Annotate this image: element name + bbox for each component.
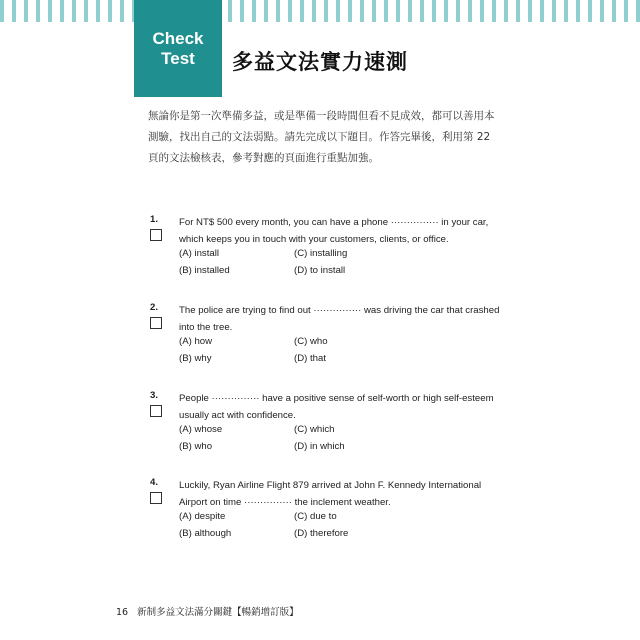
option-c[interactable]: (C) installing bbox=[294, 248, 348, 259]
answer-checkbox[interactable] bbox=[150, 229, 162, 241]
question-3 bbox=[150, 390, 510, 460]
option-d[interactable]: (D) that bbox=[294, 353, 326, 364]
check-test-badge bbox=[134, 0, 222, 97]
option-d[interactable]: (D) in which bbox=[294, 441, 345, 452]
option-c[interactable]: (C) due to bbox=[294, 511, 337, 522]
question-number: 3. bbox=[150, 390, 159, 401]
option-b[interactable]: (B) why bbox=[179, 353, 212, 364]
option-a[interactable]: (A) despite bbox=[179, 511, 226, 522]
question-number: 1. bbox=[150, 214, 159, 225]
badge-line-2: Test bbox=[161, 48, 195, 68]
question-text: For NT$ 500 every month, you can have a phone ··············· in your car, which keeps you in touch with your customers, clients, or office. bbox=[179, 217, 489, 245]
book-title: 新制多益文法滿分關鍵【暢銷增訂版】 bbox=[137, 607, 299, 618]
page-footer bbox=[116, 604, 299, 618]
page-number: 16 bbox=[116, 607, 129, 618]
options bbox=[179, 336, 439, 365]
option-c[interactable]: (C) which bbox=[294, 424, 335, 435]
options bbox=[179, 248, 439, 277]
header-stripes bbox=[0, 0, 640, 22]
badge-line-1: Check bbox=[152, 28, 204, 48]
option-a[interactable]: (A) install bbox=[179, 248, 219, 259]
answer-checkbox[interactable] bbox=[150, 317, 162, 329]
question-number: 4. bbox=[150, 477, 159, 488]
option-a[interactable]: (A) whose bbox=[179, 424, 223, 435]
answer-checkbox[interactable] bbox=[150, 405, 162, 417]
question-text: The police are trying to find out ··············· was driving the car that crashed into the tree. bbox=[179, 305, 500, 333]
question-number: 2. bbox=[150, 302, 159, 313]
question-2 bbox=[150, 302, 510, 372]
question-1 bbox=[150, 214, 510, 284]
question-text: People ··············· have a positive sense of self-worth or high self-esteem usually act with confidence. bbox=[179, 393, 494, 421]
page-title: 多益文法實力速測 bbox=[232, 50, 408, 74]
options bbox=[179, 511, 439, 540]
option-b[interactable]: (B) although bbox=[179, 528, 232, 539]
question-4 bbox=[150, 477, 510, 547]
option-d[interactable]: (D) to install bbox=[294, 265, 346, 276]
options bbox=[179, 424, 439, 453]
intro-paragraph: 無論你是第一次準備多益，或是準備一段時間但看不見成效，都可以善用本測驗，找出自己的文法弱點。請先完成以下題目。作答完畢後，利用第 22 頁的文法檢核表，參考對應的頁面進行重點加強。 bbox=[148, 110, 495, 164]
question-text: Luckily, Ryan Airline Flight 879 arrived at John F. Kennedy International Airport on time ··············· the inclement weather. bbox=[179, 480, 482, 508]
option-b[interactable]: (B) installed bbox=[179, 265, 230, 276]
option-c[interactable]: (C) who bbox=[294, 336, 328, 347]
option-b[interactable]: (B) who bbox=[179, 441, 213, 452]
option-d[interactable]: (D) therefore bbox=[294, 528, 349, 539]
answer-checkbox[interactable] bbox=[150, 492, 162, 504]
option-a[interactable]: (A) how bbox=[179, 336, 213, 347]
